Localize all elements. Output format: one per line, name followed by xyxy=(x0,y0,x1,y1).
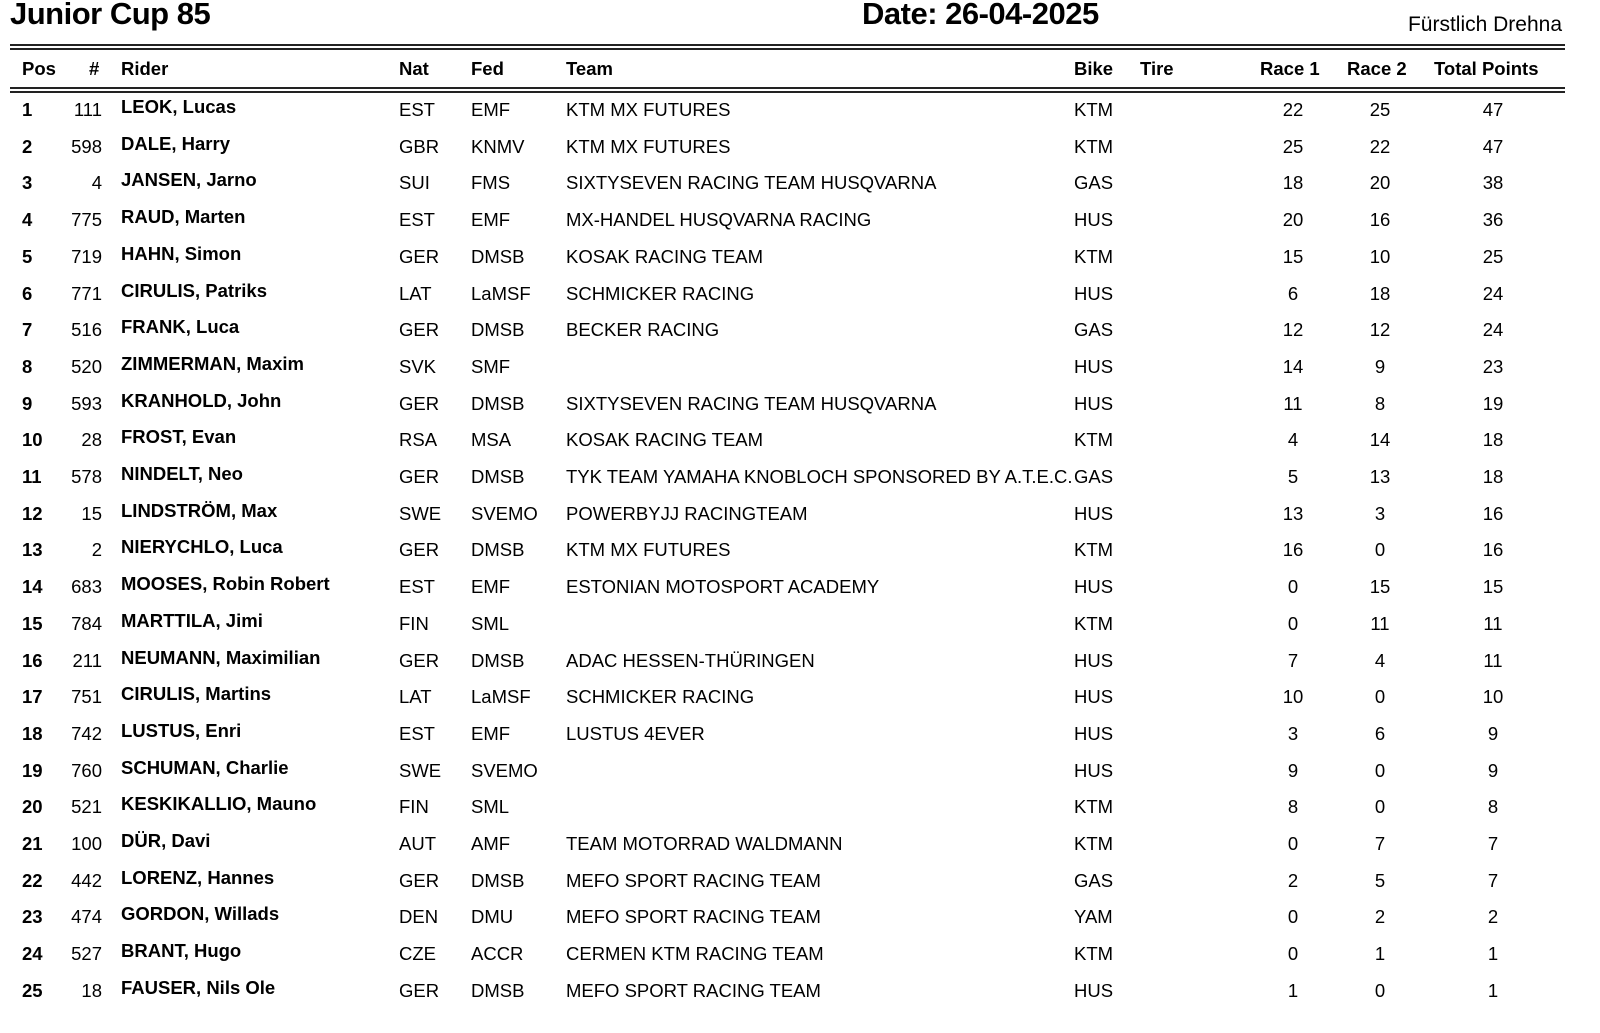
cell-race2: 20 xyxy=(1369,172,1391,194)
event-date: Date: 26-04-2025 xyxy=(862,0,1099,31)
cell-bike: KTM xyxy=(1074,833,1114,854)
cell-race1: 0 xyxy=(1287,576,1299,598)
col-total: Total Points xyxy=(1434,58,1539,79)
cell-pos: 12 xyxy=(22,502,43,524)
cell-bike: HUS xyxy=(1074,355,1114,377)
cell-total: 23 xyxy=(1482,355,1504,377)
cell-num: 442 xyxy=(71,869,102,891)
cell-bike: HUS xyxy=(1074,649,1114,671)
table-row xyxy=(0,573,1600,612)
cell-fed: DMU xyxy=(471,906,514,928)
cell-num: 474 xyxy=(71,906,102,928)
cell-rider: JANSEN, Jarno xyxy=(121,169,257,191)
cell-num: 775 xyxy=(71,209,102,231)
table-row xyxy=(0,389,1600,429)
cell-total: 1 xyxy=(1487,943,1499,965)
cell-rider: MARTTILA, Jimi xyxy=(121,609,263,631)
cell-num: 211 xyxy=(72,649,102,671)
cell-race2: 0 xyxy=(1374,539,1386,561)
cell-race2: 1 xyxy=(1374,943,1386,965)
cell-race2: 0 xyxy=(1374,759,1386,781)
cell-total: 2 xyxy=(1487,906,1499,928)
cell-total: 8 xyxy=(1487,796,1499,818)
cell-fed: FMS xyxy=(471,172,511,194)
cell-pos: 15 xyxy=(22,612,43,634)
cell-bike: GAS xyxy=(1074,869,1114,891)
cell-nat: GER xyxy=(399,392,440,414)
cell-fed: DMSB xyxy=(471,539,525,561)
cell-fed: DMSB xyxy=(471,869,525,891)
table-row xyxy=(0,683,1600,722)
cell-total: 24 xyxy=(1482,282,1504,304)
table-row xyxy=(0,169,1600,208)
cell-num: 593 xyxy=(71,392,102,414)
col-num: # xyxy=(89,58,100,79)
cell-team: MEFO SPORT RACING TEAM xyxy=(566,906,821,928)
cell-team: KOSAK RACING TEAM xyxy=(566,245,764,267)
cell-nat: DEN xyxy=(399,906,439,928)
cell-bike: KTM xyxy=(1074,612,1114,634)
cell-race1: 0 xyxy=(1287,943,1299,965)
cell-total: 10 xyxy=(1482,686,1504,708)
cell-bike: HUS xyxy=(1074,722,1114,744)
cell-total: 15 xyxy=(1482,576,1504,598)
cell-team: MEFO SPORT RACING TEAM xyxy=(566,869,821,891)
cell-rider: ZIMMERMAN, Maxim xyxy=(121,352,304,374)
cell-rider: FROST, Evan xyxy=(121,426,237,448)
cell-pos: 3 xyxy=(22,172,33,194)
cell-num: 4 xyxy=(91,172,102,194)
cell-total: 19 xyxy=(1482,392,1504,414)
cell-total: 9 xyxy=(1487,759,1499,781)
col-bike: Bike xyxy=(1074,58,1114,79)
cell-rider: MOOSES, Robin Robert xyxy=(121,573,330,595)
cell-pos: 4 xyxy=(22,209,33,231)
cell-num: 719 xyxy=(71,245,102,267)
cell-nat: RSA xyxy=(399,429,438,451)
cell-race1: 20 xyxy=(1282,209,1304,231)
cell-rider: RAUD, Marten xyxy=(121,206,246,228)
cell-total: 16 xyxy=(1482,539,1504,561)
cell-total: 9 xyxy=(1487,722,1499,744)
cell-fed: SVEMO xyxy=(471,502,538,524)
cell-bike: KTM xyxy=(1074,99,1114,120)
page-title: Junior Cup 85 xyxy=(10,0,211,31)
table-row xyxy=(0,279,1600,319)
cell-total: 47 xyxy=(1482,135,1504,157)
cell-race1: 3 xyxy=(1287,722,1299,744)
cell-nat: GBR xyxy=(399,135,440,157)
cell-race1: 16 xyxy=(1282,539,1304,561)
cell-team: ESTONIAN MOTOSPORT ACADEMY xyxy=(566,576,880,598)
cell-num: 683 xyxy=(71,576,102,598)
table-row xyxy=(0,903,1600,942)
cell-bike: HUS xyxy=(1074,282,1114,304)
cell-race1: 12 xyxy=(1282,319,1304,341)
table-row xyxy=(0,463,1600,502)
col-fed: Fed xyxy=(471,58,504,79)
cell-fed: LaMSF xyxy=(471,686,531,708)
table-row xyxy=(0,940,1600,979)
cell-team: MX-HANDEL HUSQVARNA RACING xyxy=(566,209,872,231)
cell-team: SCHMICKER RACING xyxy=(566,282,755,304)
cell-bike: GAS xyxy=(1074,319,1114,341)
cell-pos: 11 xyxy=(22,466,42,487)
table-row xyxy=(0,756,1600,796)
cell-fed: LaMSF xyxy=(471,282,531,304)
cell-total: 11 xyxy=(1483,649,1503,671)
cell-bike: HUS xyxy=(1074,686,1114,708)
col-team: Team xyxy=(566,58,613,79)
cell-total: 16 xyxy=(1482,502,1504,524)
cell-bike: HUS xyxy=(1074,502,1114,524)
cell-team: POWERBYJJ RACINGTEAM xyxy=(566,502,808,524)
cell-num: 784 xyxy=(71,612,102,634)
cell-rider: KRANHOLD, John xyxy=(121,389,282,411)
cell-race2: 9 xyxy=(1374,355,1386,377)
table-row xyxy=(0,316,1600,355)
cell-rider: NINDELT, Neo xyxy=(121,463,243,484)
cell-nat: SUI xyxy=(399,172,430,194)
cell-total: 25 xyxy=(1482,245,1504,267)
cell-rider: LEOK, Lucas xyxy=(121,96,237,117)
cell-rider: NEUMANN, Maximilian xyxy=(121,646,321,668)
cell-race1: 4 xyxy=(1287,429,1299,451)
cell-pos: 13 xyxy=(22,539,43,561)
cell-race2: 7 xyxy=(1374,833,1386,854)
cell-fed: AMF xyxy=(471,833,511,854)
cell-pos: 9 xyxy=(22,392,33,414)
cell-race1: 6 xyxy=(1287,282,1299,304)
cell-num: 598 xyxy=(71,135,102,157)
table-row xyxy=(0,499,1600,539)
header-divider-bottom xyxy=(10,87,1565,93)
col-nat: Nat xyxy=(399,58,429,79)
cell-race2: 3 xyxy=(1374,502,1386,524)
cell-nat: FIN xyxy=(399,612,429,634)
cell-bike: KTM xyxy=(1074,539,1114,561)
cell-race1: 9 xyxy=(1287,759,1299,781)
table-row xyxy=(0,609,1600,649)
cell-total: 24 xyxy=(1482,319,1504,341)
cell-fed: MSA xyxy=(471,429,512,451)
cell-team: KTM MX FUTURES xyxy=(566,539,731,561)
cell-pos: 17 xyxy=(22,686,43,708)
cell-pos: 10 xyxy=(22,429,43,451)
cell-rider: LORENZ, Hannes xyxy=(121,866,275,888)
cell-pos: 14 xyxy=(22,576,43,598)
cell-team: KOSAK RACING TEAM xyxy=(566,429,764,451)
col-pos: Pos xyxy=(22,58,56,79)
cell-rider: SCHUMAN, Charlie xyxy=(121,756,289,778)
cell-pos: 5 xyxy=(22,245,33,267)
table-row xyxy=(0,352,1600,392)
cell-nat: LAT xyxy=(399,282,432,304)
cell-rider: BRANT, Hugo xyxy=(121,940,242,962)
cell-nat: GER xyxy=(399,869,440,891)
table-row xyxy=(0,830,1600,869)
cell-total: 11 xyxy=(1483,612,1503,634)
cell-rider: DÜR, Davi xyxy=(121,830,211,851)
cell-team: TYK TEAM YAMAHA KNOBLOCH SPONSORED BY A.T.E.C. xyxy=(566,466,1073,487)
cell-team: KTM MX FUTURES xyxy=(566,135,731,157)
cell-bike: YAM xyxy=(1074,906,1113,928)
col-rider: Rider xyxy=(121,58,169,79)
cell-race2: 6 xyxy=(1374,722,1386,744)
cell-rider: LUSTUS, Enri xyxy=(121,719,242,741)
cell-team: TEAM MOTORRAD WALDMANN xyxy=(566,833,843,854)
cell-team: CERMEN KTM RACING TEAM xyxy=(566,943,824,965)
cell-num: 28 xyxy=(81,429,102,451)
cell-race2: 5 xyxy=(1374,869,1386,891)
cell-fed: EMF xyxy=(471,99,511,120)
cell-bike: HUS xyxy=(1074,209,1114,231)
cell-num: 521 xyxy=(71,796,102,818)
cell-race2: 16 xyxy=(1369,209,1391,231)
cell-bike: KTM xyxy=(1074,429,1114,451)
cell-bike: HUS xyxy=(1074,979,1114,1001)
cell-nat: GER xyxy=(399,979,440,1001)
col-tire: Tire xyxy=(1140,58,1174,79)
cell-nat: EST xyxy=(399,722,435,744)
cell-total: 18 xyxy=(1482,429,1504,451)
cell-fed: ACCR xyxy=(471,943,524,965)
cell-nat: EST xyxy=(399,99,435,120)
cell-race1: 11 xyxy=(1283,392,1303,414)
cell-race1: 15 xyxy=(1282,245,1304,267)
cell-pos: 24 xyxy=(22,943,43,965)
cell-fed: KNMV xyxy=(471,135,525,157)
cell-pos: 6 xyxy=(22,282,33,304)
cell-race2: 11 xyxy=(1370,612,1390,634)
cell-rider: CIRULIS, Martins xyxy=(121,683,272,705)
cell-num: 516 xyxy=(71,319,102,341)
cell-pos: 2 xyxy=(22,135,33,157)
cell-rider: DALE, Harry xyxy=(121,132,230,154)
col-race2: Race 2 xyxy=(1347,58,1407,79)
cell-bike: HUS xyxy=(1074,392,1114,414)
cell-pos: 7 xyxy=(22,319,33,341)
cell-fed: DMSB xyxy=(471,466,525,487)
cell-bike: KTM xyxy=(1074,135,1114,157)
cell-rider: KESKIKALLIO, Mauno xyxy=(121,793,317,815)
cell-fed: SVEMO xyxy=(471,759,538,781)
cell-race1: 0 xyxy=(1287,612,1299,634)
cell-race1: 18 xyxy=(1282,172,1304,194)
cell-race2: 13 xyxy=(1369,466,1391,487)
cell-fed: SML xyxy=(471,612,510,634)
table-row xyxy=(0,132,1600,172)
cell-fed: EMF xyxy=(471,722,511,744)
cell-rider: FAUSER, Nils Ole xyxy=(121,976,276,998)
cell-team: BECKER RACING xyxy=(566,319,720,341)
cell-num: 578 xyxy=(71,466,102,487)
cell-race1: 25 xyxy=(1282,135,1304,157)
table-row xyxy=(0,426,1600,465)
cell-pos: 19 xyxy=(22,759,43,781)
cell-fed: DMSB xyxy=(471,392,525,414)
cell-pos: 25 xyxy=(22,979,43,1001)
cell-team: SIXTYSEVEN RACING TEAM HUSQVARNA xyxy=(566,392,937,414)
cell-bike: HUS xyxy=(1074,576,1114,598)
cell-race1: 10 xyxy=(1282,686,1304,708)
table-row xyxy=(0,793,1600,832)
cell-race2: 15 xyxy=(1369,576,1391,598)
cell-fed: DMSB xyxy=(471,319,525,341)
cell-fed: EMF xyxy=(471,209,511,231)
cell-pos: 8 xyxy=(22,355,33,377)
cell-pos: 23 xyxy=(22,906,43,928)
col-race1: Race 1 xyxy=(1260,58,1320,79)
cell-nat: GER xyxy=(399,539,440,561)
cell-nat: AUT xyxy=(399,833,436,854)
cell-num: 742 xyxy=(71,722,102,744)
cell-rider: GORDON, Willads xyxy=(121,903,280,925)
cell-nat: LAT xyxy=(399,686,432,708)
cell-num: 15 xyxy=(81,502,102,524)
cell-race2: 14 xyxy=(1369,429,1391,451)
cell-pos: 16 xyxy=(22,649,43,671)
cell-race2: 4 xyxy=(1374,649,1386,671)
cell-pos: 21 xyxy=(22,833,43,854)
cell-race2: 0 xyxy=(1374,686,1386,708)
cell-num: 18 xyxy=(81,979,102,1001)
cell-num: 2 xyxy=(91,539,102,561)
cell-total: 38 xyxy=(1482,172,1504,194)
cell-race1: 0 xyxy=(1287,906,1299,928)
cell-pos: 1 xyxy=(22,99,33,120)
cell-num: 527 xyxy=(71,943,102,965)
cell-nat: GER xyxy=(399,466,440,487)
cell-race1: 1 xyxy=(1287,979,1299,1001)
cell-race2: 25 xyxy=(1369,99,1391,120)
cell-total: 7 xyxy=(1487,833,1499,854)
cell-race2: 22 xyxy=(1369,135,1391,157)
cell-bike: GAS xyxy=(1074,172,1114,194)
cell-total: 7 xyxy=(1487,869,1499,891)
cell-bike: HUS xyxy=(1074,759,1114,781)
cell-nat: SWE xyxy=(399,759,442,781)
table-row xyxy=(0,976,1600,1016)
cell-race1: 5 xyxy=(1287,466,1299,487)
cell-total: 18 xyxy=(1482,466,1504,487)
cell-race1: 0 xyxy=(1287,833,1299,854)
cell-race2: 18 xyxy=(1369,282,1391,304)
cell-race1: 8 xyxy=(1287,796,1299,818)
table-row xyxy=(0,866,1600,906)
cell-fed: DMSB xyxy=(471,979,525,1001)
cell-team: ADAC HESSEN-THÜRINGEN xyxy=(566,649,815,671)
cell-pos: 22 xyxy=(22,869,43,891)
cell-bike: KTM xyxy=(1074,796,1114,818)
table-row xyxy=(0,536,1600,575)
cell-rider: FRANK, Luca xyxy=(121,316,240,338)
cell-nat: SVK xyxy=(399,355,437,377)
table-row xyxy=(0,719,1600,759)
cell-nat: SWE xyxy=(399,502,442,524)
cell-fed: DMSB xyxy=(471,649,525,671)
cell-bike: GAS xyxy=(1074,466,1114,487)
cell-rider: LINDSTRÖM, Max xyxy=(121,499,278,521)
cell-bike: KTM xyxy=(1074,245,1114,267)
cell-race2: 10 xyxy=(1369,245,1391,267)
cell-num: 111 xyxy=(73,99,102,120)
table-row xyxy=(0,96,1600,135)
cell-race2: 12 xyxy=(1369,319,1391,341)
cell-rider: NIERYCHLO, Luca xyxy=(121,536,283,558)
cell-nat: GER xyxy=(399,319,440,341)
cell-nat: FIN xyxy=(399,796,429,818)
cell-total: 1 xyxy=(1487,979,1499,1001)
cell-race2: 2 xyxy=(1374,906,1386,928)
cell-num: 771 xyxy=(71,282,102,304)
cell-fed: SMF xyxy=(471,355,511,377)
cell-nat: EST xyxy=(399,576,435,598)
cell-num: 751 xyxy=(71,686,102,708)
cell-team: KTM MX FUTURES xyxy=(566,99,731,120)
cell-race1: 2 xyxy=(1287,869,1299,891)
table-row xyxy=(0,646,1600,686)
cell-fed: DMSB xyxy=(471,245,525,267)
cell-fed: SML xyxy=(471,796,510,818)
cell-nat: EST xyxy=(399,209,435,231)
cell-nat: GER xyxy=(399,649,440,671)
venue-name: Fürstlich Drehna xyxy=(1407,13,1562,36)
cell-fed: EMF xyxy=(471,576,511,598)
cell-rider: HAHN, Simon xyxy=(121,242,242,264)
cell-nat: CZE xyxy=(399,943,436,965)
cell-race1: 14 xyxy=(1282,355,1304,377)
cell-team: SCHMICKER RACING xyxy=(566,686,755,708)
cell-pos: 18 xyxy=(22,722,43,744)
cell-race2: 0 xyxy=(1374,979,1386,1001)
cell-team: SIXTYSEVEN RACING TEAM HUSQVARNA xyxy=(566,172,937,194)
cell-rider: CIRULIS, Patriks xyxy=(121,279,267,301)
cell-race1: 7 xyxy=(1287,649,1299,671)
table-row xyxy=(0,242,1600,282)
cell-pos: 20 xyxy=(22,796,43,818)
table-row xyxy=(0,206,1600,245)
cell-race2: 0 xyxy=(1374,796,1386,818)
cell-num: 760 xyxy=(71,759,102,781)
cell-team: LUSTUS 4EVER xyxy=(566,722,705,744)
cell-race2: 8 xyxy=(1374,392,1386,414)
header-divider-top xyxy=(10,44,1565,50)
cell-race1: 13 xyxy=(1282,502,1304,524)
cell-total: 47 xyxy=(1482,99,1504,120)
cell-team: MEFO SPORT RACING TEAM xyxy=(566,979,821,1001)
cell-race1: 22 xyxy=(1282,99,1304,120)
cell-bike: KTM xyxy=(1074,943,1114,965)
cell-nat: GER xyxy=(399,245,440,267)
cell-total: 36 xyxy=(1482,209,1504,231)
cell-num: 100 xyxy=(71,833,102,854)
cell-num: 520 xyxy=(71,355,102,377)
